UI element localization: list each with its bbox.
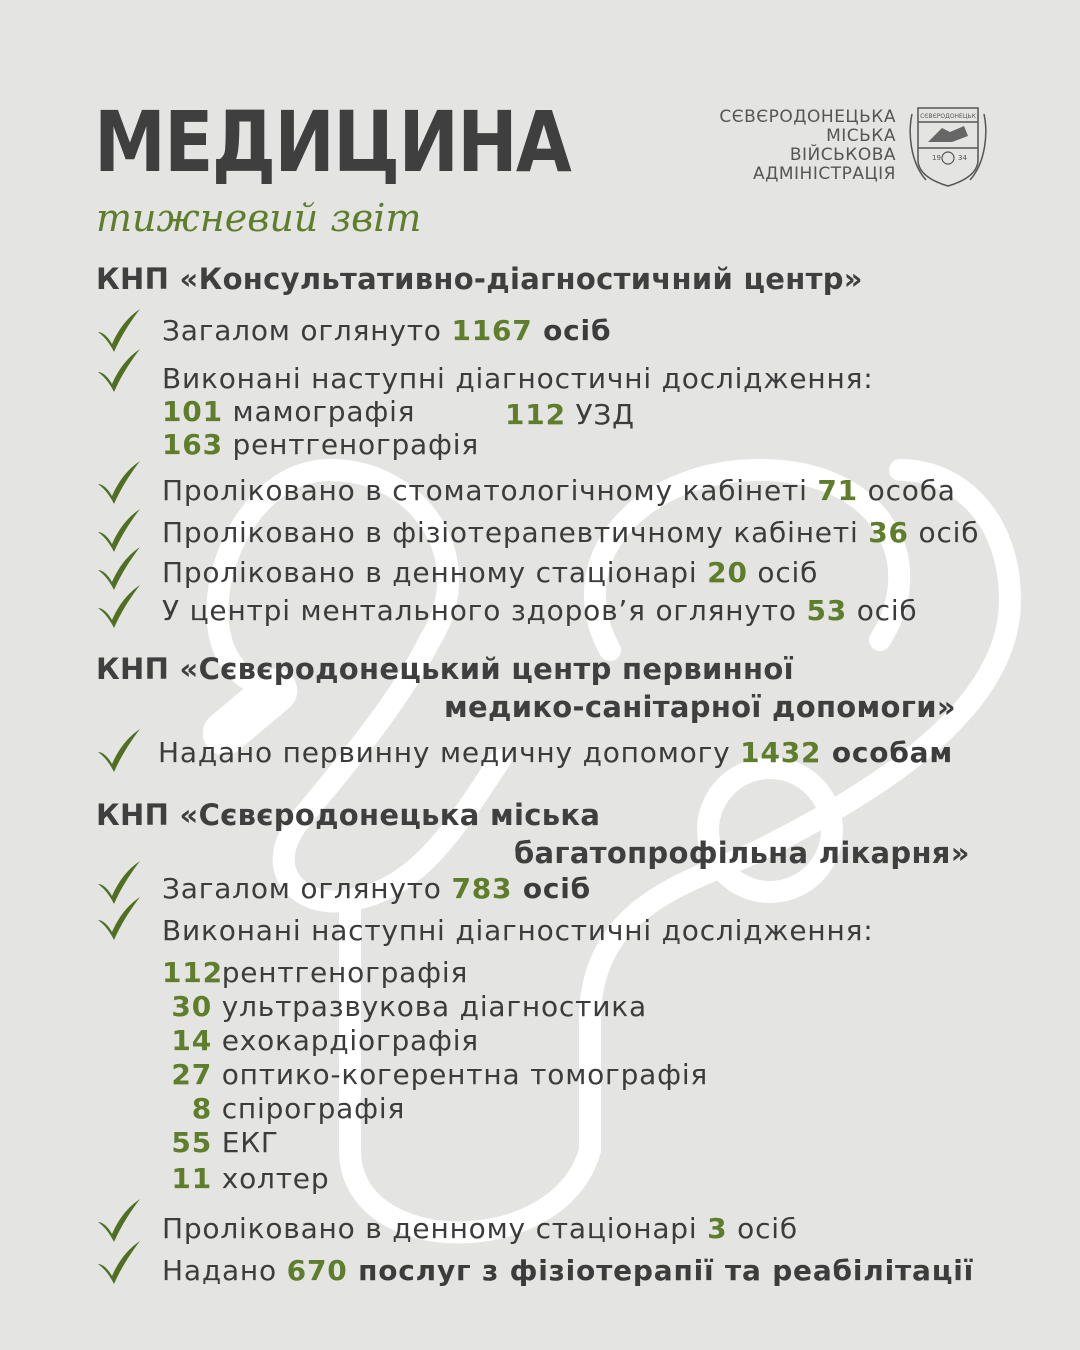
list-item <box>162 474 956 508</box>
item-text: Проліковано в денному стаціонарі <box>162 1212 708 1245</box>
item-text: Надано <box>162 1254 287 1287</box>
diag-label: спірографія <box>221 1092 406 1125</box>
diag-item <box>162 1092 405 1126</box>
emblem-year-right: 34 <box>958 154 967 162</box>
check-icon <box>94 894 142 942</box>
city-emblem <box>906 102 990 190</box>
diag-item <box>162 1024 479 1058</box>
list-item <box>162 1212 798 1246</box>
check-icon <box>94 1238 142 1286</box>
diag-label: мамографія <box>222 395 416 428</box>
admin-line: ВІЙСЬКОВА <box>789 145 896 165</box>
diag-number: 27 <box>171 1058 212 1091</box>
diag-number: 11 <box>171 1162 212 1195</box>
item-text: Загалом оглянуто <box>162 314 452 347</box>
org-heading-pmsd: КНП «Сєвєродонецький центр первинної <box>96 652 794 686</box>
item-number: 783 <box>451 872 513 905</box>
diag-item <box>162 395 415 429</box>
item-number: 20 <box>707 556 748 589</box>
org-heading-kdc: КНП «Консультативно-діагностичний центр» <box>96 262 863 296</box>
item-text: Проліковано в стоматологічному кабінеті <box>162 474 818 507</box>
diag-number: 112 <box>162 956 223 989</box>
list-item <box>162 556 818 590</box>
item-text: Загалом оглянуто <box>162 872 452 905</box>
list-item <box>162 1254 974 1288</box>
item-suffix: особам <box>821 736 954 769</box>
emblem-year-left: 19 <box>932 154 941 162</box>
check-icon <box>94 1196 142 1244</box>
item-suffix: послуг з фізіотерапії та реабілітації <box>347 1254 975 1287</box>
check-icon <box>94 582 142 630</box>
diag-item <box>162 956 468 990</box>
admin-line: МІСЬКА <box>826 126 896 146</box>
list-item <box>162 872 591 906</box>
org-heading-hospital: КНП «Сєвєродонецька міська <box>96 798 601 832</box>
emblem-text: СЄВЄРОДОНЕЦЬК <box>920 113 976 120</box>
diag-label: рентгенографія <box>221 956 469 989</box>
diag-number: 101 <box>162 395 223 428</box>
list-item <box>158 736 953 770</box>
admin-name <box>719 108 896 184</box>
item-suffix: осіб <box>908 516 980 549</box>
org-heading-pmsd-line2: медико-санітарної допомоги» <box>444 690 956 724</box>
item-number: 3 <box>707 1212 728 1245</box>
diag-item <box>505 398 635 432</box>
list-item: Виконані наступні діагностичні дослідження: <box>162 362 874 395</box>
item-number: 36 <box>868 516 909 549</box>
item-suffix: осіб <box>847 594 918 627</box>
diag-item <box>162 1126 279 1160</box>
item-number: 1432 <box>740 736 822 769</box>
diag-number: 30 <box>171 990 212 1023</box>
item-suffix: осіб <box>727 1212 798 1245</box>
admin-line: АДМІНІСТРАЦІЯ <box>752 164 896 184</box>
diag-label: ЕКГ <box>221 1126 279 1159</box>
check-icon <box>94 346 142 394</box>
diag-label: ультразвукова діагностика <box>221 990 647 1023</box>
item-text: Проліковано в денному стаціонарі <box>162 556 708 589</box>
list-item: Виконані наступні діагностичні дослідження: <box>162 914 874 947</box>
diag-label: УЗД <box>565 398 635 431</box>
diag-item <box>162 1162 329 1196</box>
item-suffix: особа <box>857 474 956 507</box>
diag-number: 55 <box>171 1126 212 1159</box>
diag-number: 8 <box>191 1092 212 1125</box>
diag-label: холтер <box>221 1162 330 1195</box>
diag-number: 14 <box>171 1024 212 1057</box>
diag-label: рентгенографія <box>222 428 479 461</box>
diag-number: 163 <box>162 428 223 461</box>
diag-label: оптико-когерентна томографія <box>221 1058 709 1091</box>
check-icon <box>94 726 142 774</box>
item-suffix: осіб <box>747 556 819 589</box>
item-suffix: осіб <box>512 872 592 905</box>
list-item <box>162 314 611 348</box>
item-text: Надано первинну медичну допомогу <box>158 736 741 769</box>
item-number: 670 <box>286 1254 348 1287</box>
item-number: 1167 <box>451 314 533 347</box>
diag-label: ехокардіографія <box>221 1024 479 1057</box>
admin-line: СЄВЄРОДОНЕЦЬКА <box>719 107 896 127</box>
item-number: 71 <box>817 474 858 507</box>
diag-item <box>162 1058 708 1092</box>
page-title: МЕДИЦИНА <box>94 93 571 191</box>
diag-number: 112 <box>505 398 566 431</box>
item-text: У центрі ментального здоров’я оглянуто <box>162 594 807 627</box>
list-item <box>162 516 979 550</box>
item-text: Проліковано в фізіотерапевтичному кабінеті <box>162 516 869 549</box>
item-number: 53 <box>806 594 848 627</box>
diag-item <box>162 428 479 462</box>
page-subtitle: тижневий звіт <box>96 196 422 240</box>
item-suffix: осіб <box>532 314 612 347</box>
list-item <box>162 594 918 628</box>
check-icon <box>94 458 142 506</box>
org-heading-hospital-line2: багатопрофільна лікарня» <box>514 836 970 870</box>
diag-item <box>162 990 647 1024</box>
